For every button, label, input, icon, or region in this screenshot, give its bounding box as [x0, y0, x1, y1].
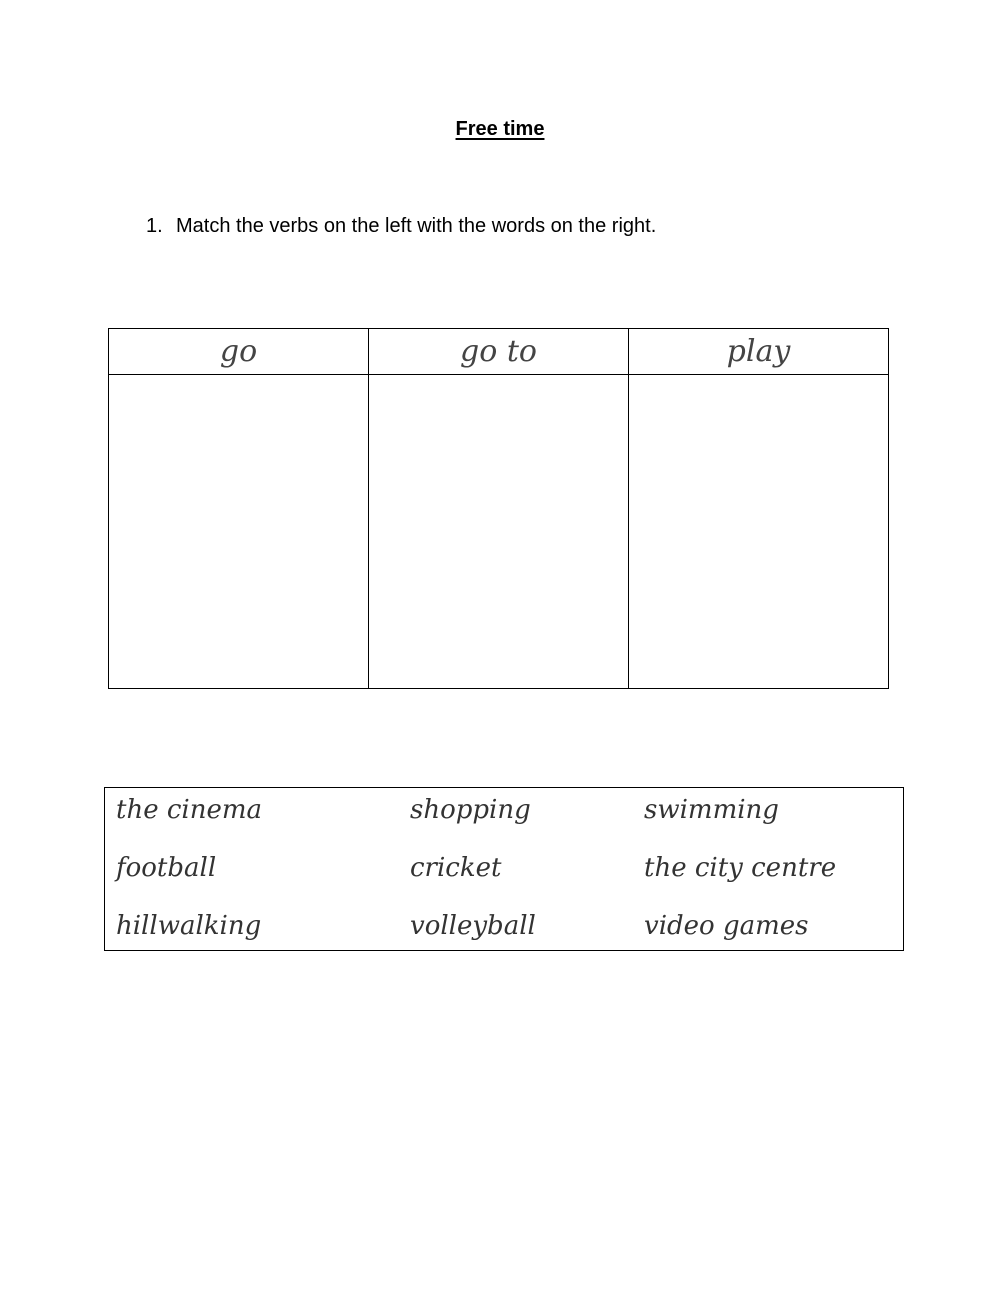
- instruction-text: Match the verbs on the left with the words on the right.: [176, 215, 657, 237]
- word-item[interactable]: shopping: [410, 795, 531, 825]
- word-item[interactable]: football: [116, 853, 217, 883]
- word-item[interactable]: the cinema: [116, 795, 263, 825]
- instruction: [146, 215, 656, 238]
- instruction-number: 1.: [146, 215, 163, 237]
- answer-cell-play[interactable]: [629, 375, 889, 689]
- word-item[interactable]: swimming: [644, 795, 779, 825]
- word-item[interactable]: cricket: [410, 853, 502, 883]
- word-item[interactable]: the city centre: [644, 853, 837, 883]
- column-header-go: go: [109, 329, 369, 375]
- word-bank: [104, 787, 904, 951]
- word-item[interactable]: volleyball: [410, 911, 536, 941]
- answer-cell-go-to[interactable]: [369, 375, 629, 689]
- column-header-play: play: [629, 329, 889, 375]
- word-item[interactable]: video games: [644, 911, 809, 941]
- answer-cell-go[interactable]: [109, 375, 369, 689]
- page-title: Free time: [455, 118, 545, 140]
- sorting-table: [108, 328, 889, 689]
- word-item[interactable]: hillwalking: [116, 911, 262, 941]
- column-header-go-to: go to: [369, 329, 629, 375]
